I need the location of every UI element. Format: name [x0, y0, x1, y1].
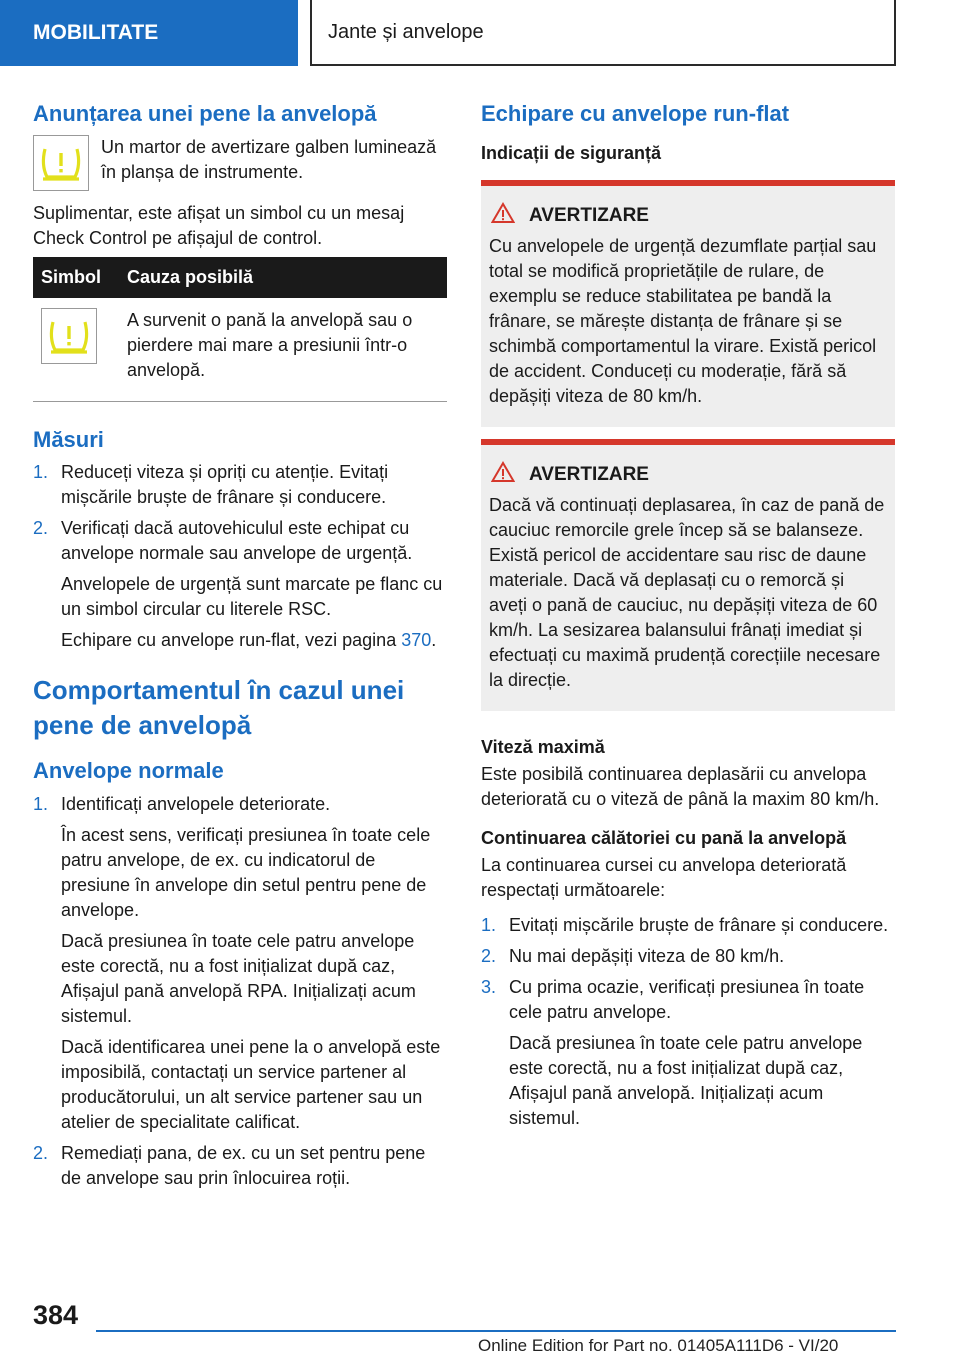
table-row [33, 298, 447, 395]
list-text: Verificați dacă autovehiculul este echipat cu anvelope normale sau anvelope de urgență. [61, 518, 413, 564]
chapter-label: Jante și anvelope [328, 20, 484, 43]
flat-intro-text: Un martor de avertizare galben luminează în planșa de instrumente. [101, 136, 437, 182]
warning-triangle-icon [491, 202, 515, 230]
warning-label: AVERTIZARE [529, 463, 649, 485]
flat-extra-text: Suplimentar, este afișat un simbol cu un mesaj Check Control pe afișajul de control. [33, 202, 405, 248]
max-speed-text: Este posibilă continuarea deplasării cu anvelopa deteriorată cu o viteză de până la maxim 80 km/h. [481, 763, 880, 809]
list-number: 3. [481, 976, 497, 997]
list-item [33, 516, 447, 566]
measures-heading: Măsuri [33, 426, 104, 452]
flat-intro-row [33, 135, 447, 191]
table-cell-cause: A survenit o pană la anvelopă sau o pierdere mai mare a presiunii într-o anvelopă. [127, 309, 413, 380]
warning-header [489, 461, 887, 489]
list-number: 1. [33, 462, 49, 483]
chapter-tab [310, 0, 896, 66]
right-column [481, 100, 895, 1131]
left-column [33, 100, 447, 1191]
page-reference-text: Echipare cu anvelope run-flat, vezi pagina [61, 630, 397, 651]
table-header-cause: Cauza posibilă [119, 257, 447, 298]
safety-heading: Indicații de siguranță [481, 142, 662, 163]
footer-divider [96, 1330, 896, 1332]
list-number: 1. [481, 914, 497, 935]
list-text: Remediați pana, de ex. cu un set pentru pene de anvelope sau prin înlocuirea roții. [61, 1142, 426, 1188]
list-text: Nu mai depășiți viteza de 80 km/h. [509, 945, 785, 966]
symbol-table [33, 257, 447, 395]
list-item [33, 460, 447, 510]
continue-continuation: Dacă presiunea în toate cele patru anvelope este corectă, nu a fost inițializat după caz, Afișajul pană anvelopă. Inițializați acum sistemul. [509, 1032, 863, 1128]
section-tab [0, 0, 298, 66]
list-text: Cu prima ocazie, verificați presiunea în toate cele patru anvelope. [509, 976, 865, 1022]
list-text: Evitați mișcările bruște de frânare și conducere. [509, 914, 889, 935]
list-item [481, 975, 895, 1025]
divider [33, 401, 447, 402]
runflat-heading: Echipare cu anvelope run-flat [481, 101, 790, 126]
table-header-symbol: Simbol [33, 257, 119, 298]
warning-box [481, 180, 895, 427]
table-header-row [33, 257, 447, 298]
list-number: 1. [33, 793, 49, 814]
measures-page-reference: Echipare cu anvelope run-flat, vezi pagina 370. [61, 630, 437, 651]
tire-pressure-warning-icon [33, 135, 89, 191]
max-speed-heading: Viteză maximă [481, 736, 605, 757]
list-text: Reduceți viteza și opriți cu atenție. Evitați mișcările bruște de frânare și conducere. [61, 462, 389, 508]
list-text: Identificați anvelopele deteriorate. [61, 793, 331, 814]
table-cell-symbol [33, 298, 119, 395]
normal-tires-list [33, 792, 447, 817]
section-label: MOBILITATE [33, 21, 159, 44]
list-number: 2. [33, 1142, 49, 1163]
list-item [33, 792, 447, 817]
flat-tire-heading: Anunțarea unei pene la anvelopă [33, 101, 377, 126]
list-item [481, 944, 895, 969]
normal-step1-continuation: Dacă identificarea unei pene la o anvelopă este imposibilă, contactați un service partener al producătorului, un alt service partener sau un atelier de specialitate calificat. [61, 1036, 441, 1132]
warning-text: Dacă vă continuați deplasarea, în caz de pană de cauciuc remorcile grele încep să se balanseze. Există pericol de accidentare sau risc de daune materiale. Dacă vă deplasați cu o remorcă și aveți o pană de cauciuc, nu depășiți viteza de 60 km/h. La sesizarea balansului frânați imediat și efectuați cu maximă prudență corecțiile necesare la direcție. [489, 494, 885, 690]
warning-text: Cu anvelopele de urgență dezumflate parțial sau total se modifică proprietățile de rulare, de exemplu se reduce stabilitatea pe bandă la frânare, se mărește distanța de frânare și se schimbă comportamentul la virare. Există pericol de accident. Conduceți cu moderație, fără să depășiți viteza de 80 km/h. [489, 235, 877, 406]
continue-intro: La continuarea cursei cu anvelopa deteriorată respectați următoarele: [481, 854, 847, 900]
continue-heading: Continuarea călătoriei cu pană la anvelopă [481, 827, 847, 848]
page-number: 384 [33, 1300, 79, 1330]
list-item [33, 1141, 447, 1191]
normal-step1-continuation: Dacă presiunea în toate cele patru anvelope este corectă, nu a fost inițializat după caz, Afișajul pană anvelopă RPA. Inițializați acum sistemul. [61, 930, 416, 1026]
list-number: 2. [33, 518, 49, 539]
list-number: 2. [481, 945, 497, 966]
page-link[interactable]: 370 [401, 630, 432, 651]
list-item [481, 913, 895, 938]
warning-box [481, 439, 895, 711]
warning-label: AVERTIZARE [529, 204, 649, 226]
measures-list [33, 460, 447, 566]
normal-tires-heading: Anvelope normale [33, 758, 224, 784]
normal-step1-continuation: În acest sens, verificați presiunea în toate cele patru anvelope, de ex. cu indicatorul de presiune în anvelope din setul pentru pene de anvelope. [61, 824, 431, 920]
warning-header [489, 202, 887, 230]
continue-list [481, 913, 895, 1025]
normal-tires-list-2 [33, 1141, 447, 1191]
behavior-heading: Comportamentul în cazul unei pene de anvelopă [33, 675, 405, 741]
tire-pressure-warning-icon [41, 308, 97, 364]
measures-continuation: Anvelopele de urgență sunt marcate pe flanc cu un simbol circular cu literele RSC. [61, 574, 443, 620]
edition-text: Online Edition for Part no. 01405A111D6 - VI/20 [478, 1336, 839, 1355]
warning-triangle-icon [491, 461, 515, 489]
